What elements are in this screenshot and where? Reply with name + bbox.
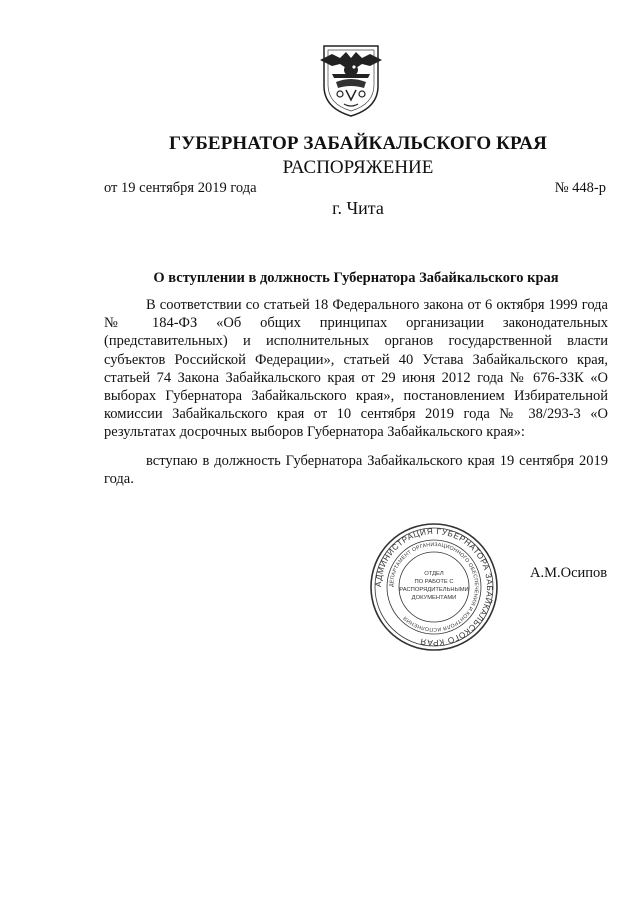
paragraph-basis: В соответствии со статьей 18 Федерального закона от 6 октября 1999 года № 184-ФЗ «Об общих принципах организации законодательных (представительных) и исполнительных органов государственной власти субъектов Российской Федерации», статьей 40 Устава Забайкальского края, статьей 74 Закона Забайкальского края от 29 июня 2012 года № 676-ЗЗК «О выборах Губернатора Забайкальского края», постановлением Избирательной комиссии Забайкальского края от 10 сентября 2019 года № 38/293-3 «О результатах досрочных выборов Губернатора Забайкальского края»:	[104, 297, 608, 441]
document-date: от 19 сентября 2019 года	[104, 180, 257, 196]
stamp-outer-text: АДМИНИСТРАЦИЯ ГУБЕРНАТОРА ЗАБАЙКАЛЬСКОГО КРАЯ	[373, 526, 495, 648]
stamp-inner-text: ДЕПАРТАМЕНТ ОРГАНИЗАЦИОННОГО ОБЕСПЕЧЕНИЯ И КОНТРОЛЯ ИСПОЛНЕНИЯ	[388, 541, 480, 633]
document-city: г. Чита	[332, 198, 384, 218]
stamp-center-line: ДОКУМЕНТАМИ	[411, 595, 457, 601]
document-type: РАСПОРЯЖЕНИЕ	[282, 157, 434, 178]
official-stamp-icon	[366, 520, 502, 654]
stamp-center-line: ОТДЕЛ	[424, 571, 444, 577]
document-number: № 448-р	[554, 180, 606, 196]
coat-of-arms-icon	[318, 38, 384, 118]
stamp-center-line: РАСПОРЯДИТЕЛЬНЫМИ	[399, 587, 469, 593]
authority-title: ГУБЕРНАТОР ЗАБАЙКАЛЬСКОГО КРАЯ	[169, 133, 547, 154]
signatory-name: А.М.Осипов	[530, 565, 608, 581]
document-heading: О вступлении в должность Губернатора Забайкальского края	[153, 270, 559, 286]
stamp-center-line: ПО РАБОТЕ С	[414, 579, 454, 585]
paragraph-resolution: вступаю в должность Губернатора Забайкальского края 19 сентября 2019 года.	[104, 452, 608, 487]
document-body	[104, 296, 608, 488]
